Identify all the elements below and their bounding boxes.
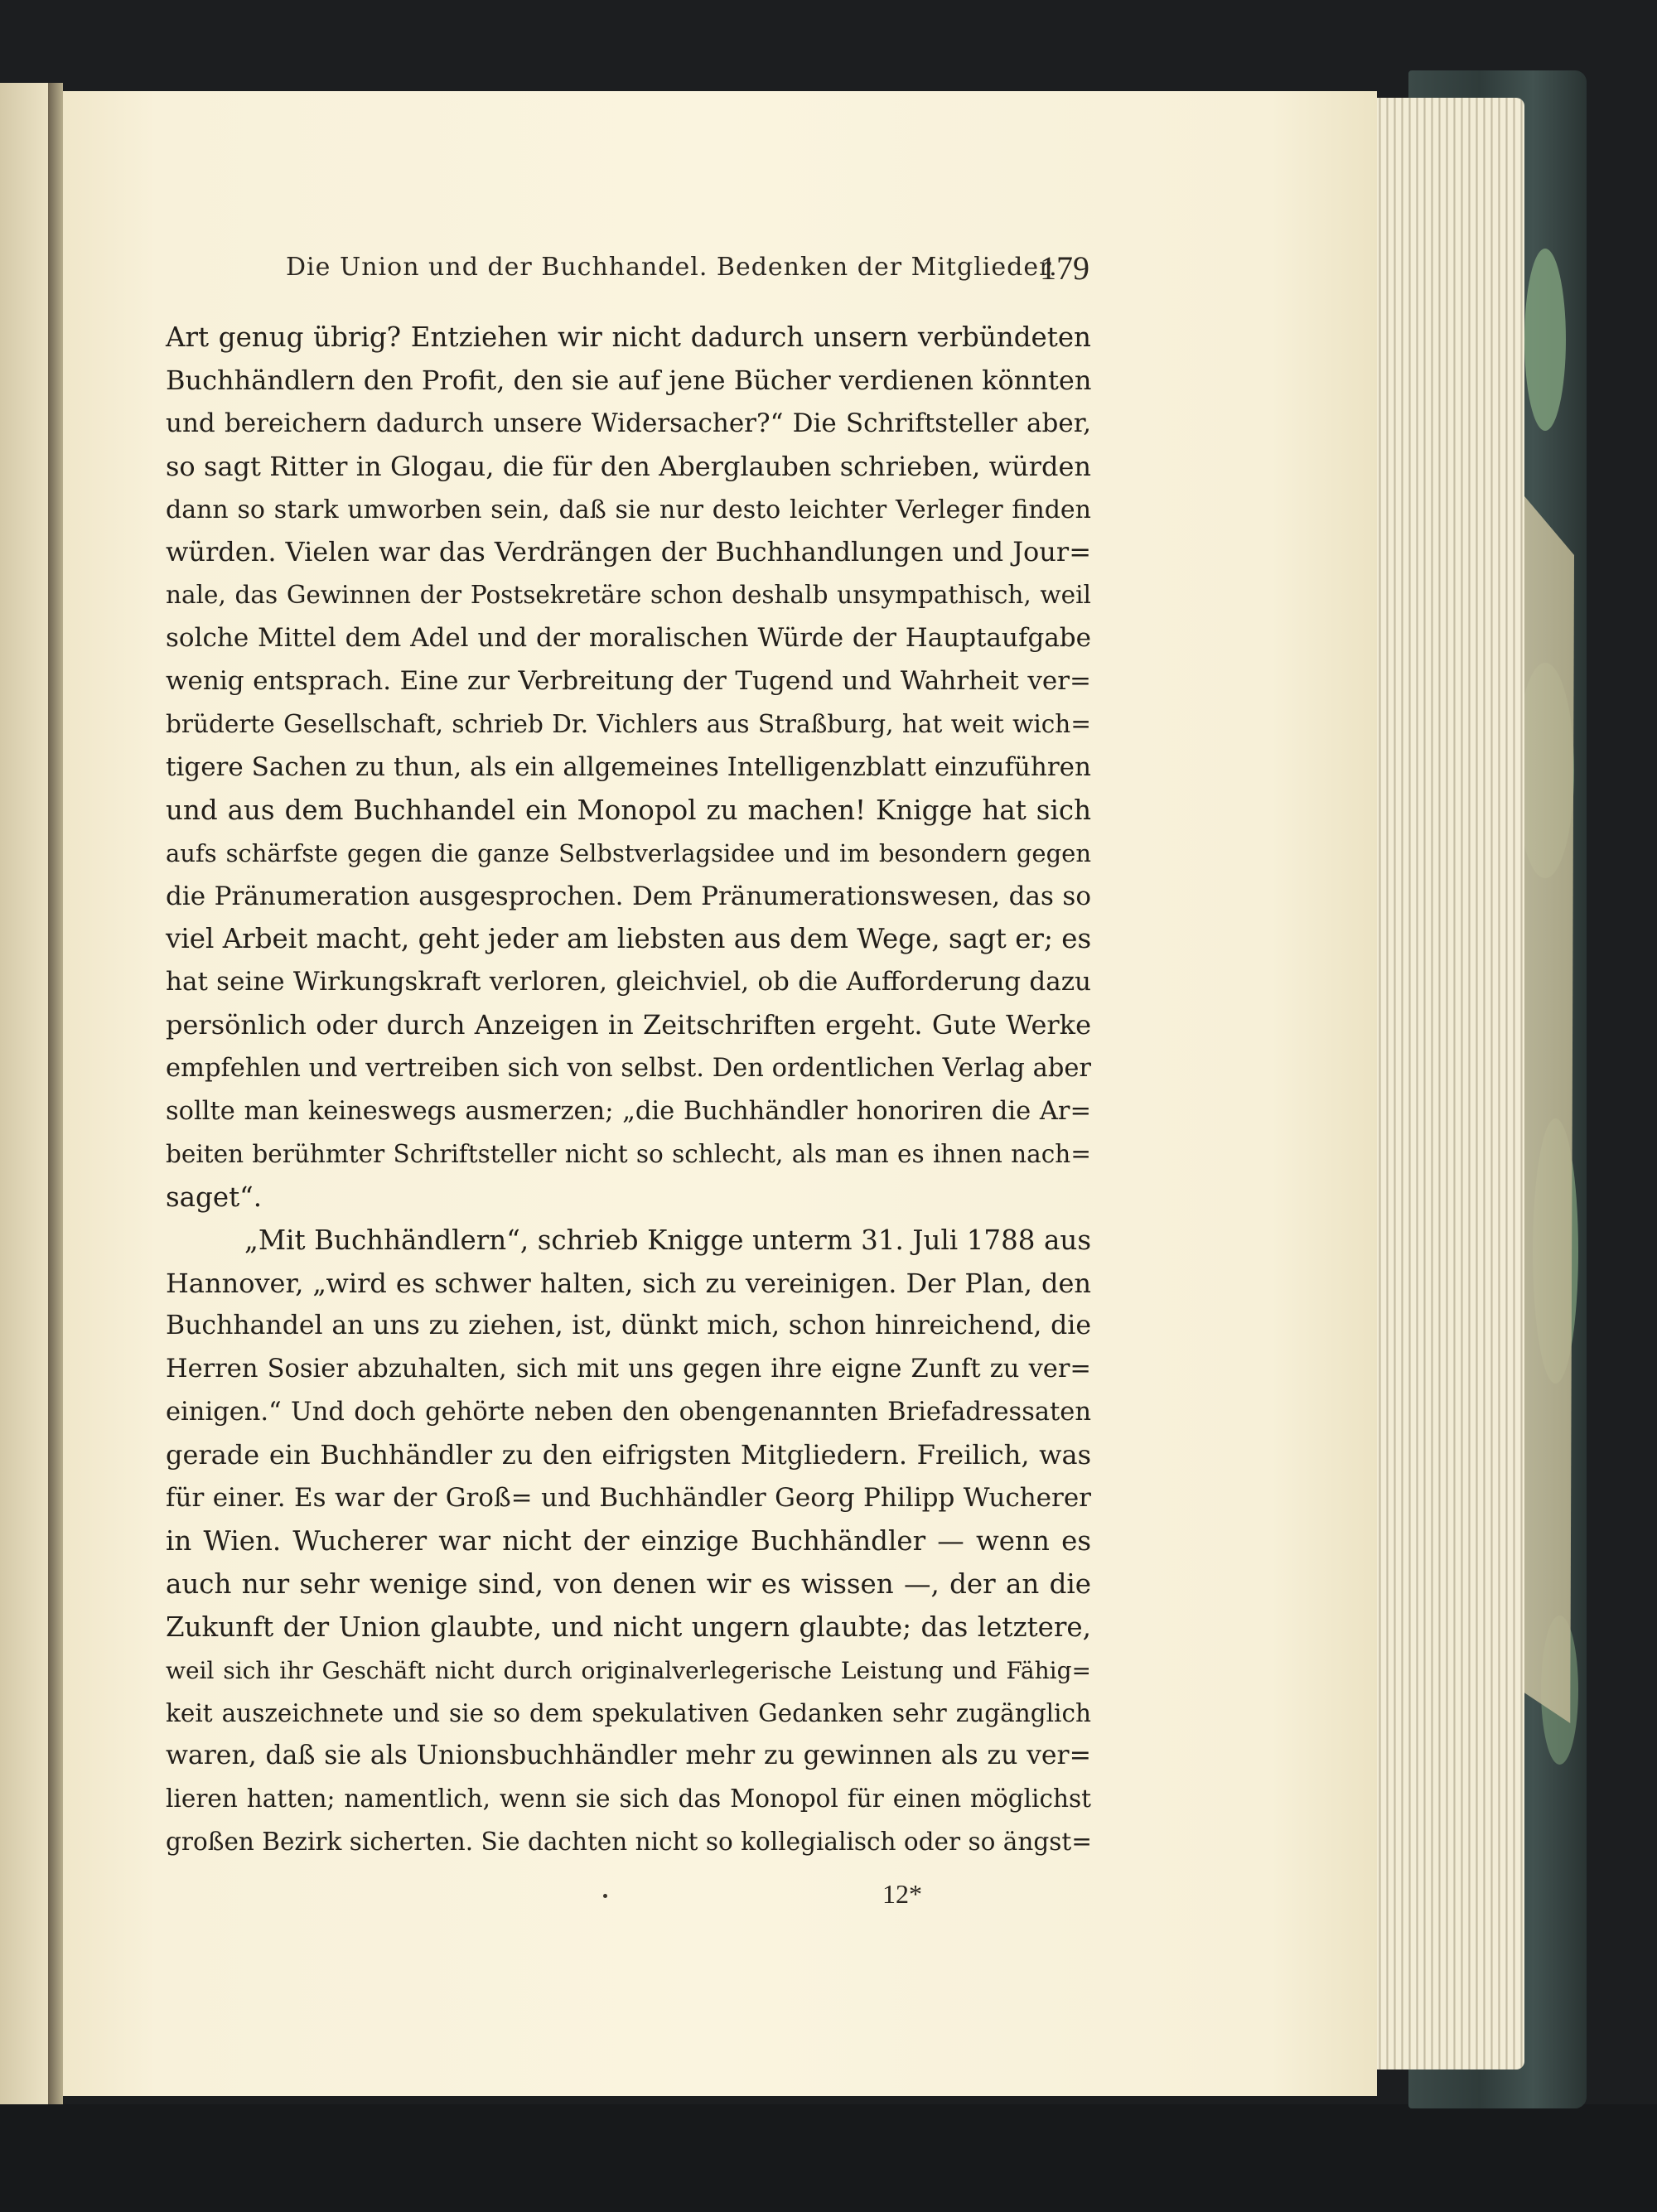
- running-head: Die Union und der Buchhandel. Bedenken der Mitglieder.: [286, 253, 1058, 282]
- book-gutter: [48, 83, 63, 2104]
- cover-stain: [1524, 249, 1566, 431]
- text-line: keit auszeichnete und sie so dem spekulativen Gedanken sehr zugänglich: [166, 1698, 1091, 1727]
- text-line: wenig entsprach. Eine zur Verbreitung der Tugend und Wahrheit ver=: [166, 666, 1091, 697]
- text-line: gerade ein Buchhändler zu den eifrigsten Mitgliedern. Freilich, was: [166, 1439, 1091, 1471]
- text-line: viel Arbeit macht, geht jeder am liebsten aus dem Wege, sagt er; es: [166, 923, 1092, 955]
- text-line: in Wien. Wucherer war nicht der einzige Buchhändler — wenn es: [166, 1524, 1091, 1557]
- text-line: Herren Sosier abzuhalten, sich mit uns gegen ihre eigne Zunft zu ver=: [166, 1355, 1091, 1384]
- text-line: einigen.“ Und doch gehörte neben den obengenannten Briefadressaten: [166, 1398, 1091, 1427]
- text-line: weil sich ihr Geschäft nicht durch originalverlegerische Leistung und Fähig=: [166, 1656, 1091, 1684]
- text-line: und aus dem Buchhandel ein Monopol zu machen! Knigge hat sich: [166, 794, 1091, 826]
- text-line: aufs schärfste gegen die ganze Selbstverlagsidee und im besondern gegen: [166, 838, 1091, 867]
- text-line-paragraph-end: saget“.: [166, 1181, 263, 1213]
- signature-mark: 12*: [882, 1879, 922, 1909]
- text-line: für einer. Es war der Groß= und Buchhändler Georg Philipp Wucherer: [166, 1483, 1091, 1514]
- text-line: die Pränumeration ausgesprochen. Dem Pränumerationswesen, das so: [166, 881, 1091, 911]
- text-line: nale, das Gewinnen der Postsekretäre schon deshalb unsympathisch, weil: [166, 581, 1091, 610]
- text-line: würden. Vielen war das Verdrängen der Buchhandlungen und Jour=: [166, 536, 1091, 568]
- text-line: und bereichern dadurch unsere Widersacher?“ Die Schriftsteller aber,: [166, 408, 1091, 438]
- text-line: lieren hatten; namentlich, wenn sie sich das Monopol für einen möglichst: [166, 1785, 1091, 1814]
- text-line: Zukunft der Union glaubte, und nicht ungern glaubte; das letztere,: [166, 1611, 1091, 1643]
- page-number: 179: [1040, 249, 1089, 287]
- text-line: solche Mittel dem Adel und der moralischen Würde der Hauptaufgabe: [166, 623, 1091, 654]
- print-dot-mark: [603, 1894, 607, 1898]
- text-line: Hannover, „wird es schwer halten, sich zu vereinigen. Der Plan, den: [166, 1267, 1091, 1299]
- text-line: hat seine Wirkungskraft verloren, gleichviel, ob die Aufforderung dazu: [166, 967, 1091, 997]
- text-line: so sagt Ritter in Glogau, die für den Aberglauben schrieben, würden: [166, 450, 1091, 482]
- text-line: auch nur sehr wenige sind, von denen wir es wissen —, der an die: [166, 1567, 1091, 1600]
- text-line: tigere Sachen zu thun, als ein allgemeines Intelligenzblatt einzuführen: [166, 751, 1091, 782]
- text-line: sollte man keineswegs ausmerzen; „die Buchhändler honoriren die Ar=: [166, 1097, 1091, 1127]
- text-line: Art genug übrig? Entziehen wir nicht dadurch unsern verbündeten: [166, 321, 1091, 353]
- text-line: Buchhandel an uns zu ziehen, ist, dünkt mich, schon hinreichend, die: [166, 1311, 1091, 1341]
- text-line: großen Bezirk sicherten. Sie dachten nicht so kollegialisch oder so ängst=: [166, 1828, 1092, 1857]
- text-line: brüderte Gesellschaft, schrieb Dr. Vichlers aus Straßburg, hat weit wich=: [166, 710, 1091, 739]
- text-line: beiten berühmter Schriftsteller nicht so schlecht, als man es ihnen nach=: [166, 1139, 1091, 1168]
- page-edges: [1359, 98, 1524, 2070]
- text-line: waren, daß sie als Unionsbuchhändler mehr zu gewinnen als zu ver=: [166, 1741, 1091, 1771]
- text-line-paragraph-start: „Mit Buchhändlern“, schrieb Knigge unterm 31. Juli 1788 aus: [244, 1224, 1091, 1256]
- left-page-edge: [0, 83, 52, 2104]
- text-line: dann so stark umworben sein, daß sie nur desto leichter Verleger finden: [166, 495, 1091, 524]
- text-line: persönlich oder durch Anzeigen in Zeitschriften ergeht. Gute Werke: [166, 1009, 1091, 1041]
- book-cover-bottom: [0, 2104, 1657, 2212]
- text-line: Buchhändlern den Profit, den sie auf jene Bücher verdienen könnten: [166, 364, 1092, 396]
- text-line: empfehlen und vertreiben sich von selbst. Den ordentlichen Verlag aber: [166, 1054, 1091, 1084]
- body-text: [166, 316, 1091, 1864]
